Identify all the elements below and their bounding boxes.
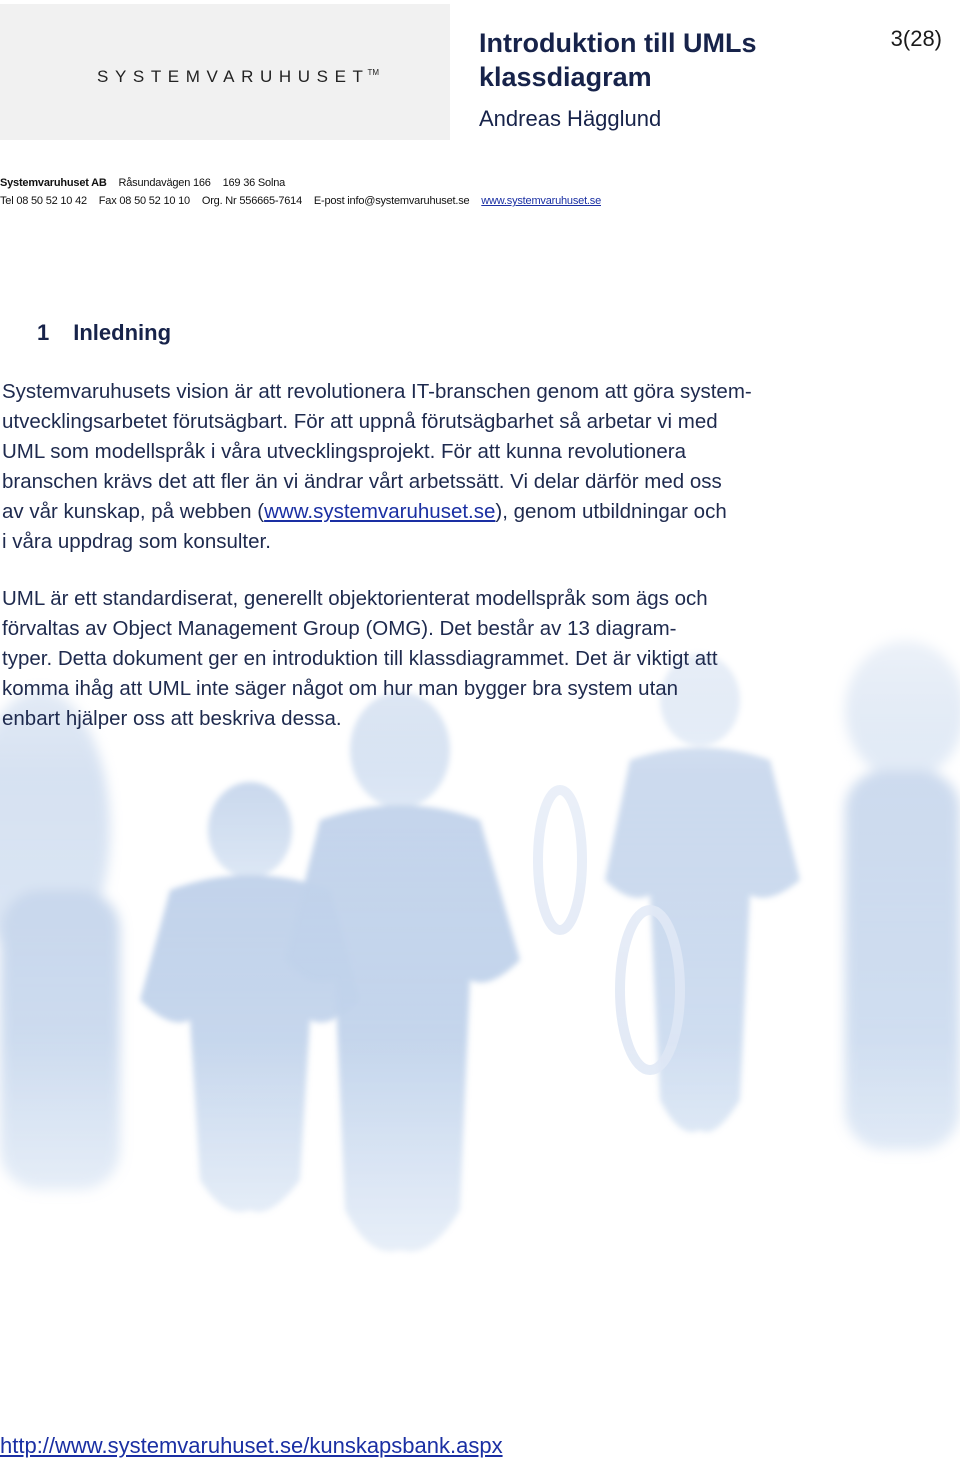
footer-knowledge-bank-link[interactable]: http://www.systemvaruhuset.se/kunskapsbank.aspx — [0, 1433, 503, 1458]
document-author: Andreas Hägglund — [479, 106, 662, 131]
document-title: Introduktion till UMLs klassdiagram — [479, 28, 757, 92]
paragraph-vision — [2, 377, 822, 557]
text-line: Systemvaruhusets vision är att revolutionera IT-branschen genom att göra system- — [2, 380, 752, 403]
paragraph-uml — [2, 584, 822, 734]
text-line: förvaltas av Object Management Group (OMG). Det består av 13 diagram- — [2, 617, 677, 640]
logo-trademark: TM — [367, 68, 380, 78]
company-name: Systemvaruhuset AB — [0, 177, 107, 189]
page-number: 3(28) — [890, 26, 942, 51]
text-fragment: av vår kunskap, på webben ( — [2, 500, 265, 523]
postal-address: 169 36 Solna — [222, 177, 286, 189]
text-line: typer. Detta dokument ger en introduktion till klassdiagrammet. Det är viktigt att — [2, 647, 718, 670]
fax: Fax 08 50 52 10 10 — [98, 195, 190, 207]
logo-text: SYSTEMVARUHUSET — [97, 67, 370, 86]
street-address: Råsundavägen 166 — [118, 177, 211, 189]
text-line — [2, 497, 822, 527]
org-number: Org. Nr 556665-7614 — [201, 195, 302, 207]
text-fragment: ), genom utbildningar och — [495, 500, 727, 523]
text-line: komma ihåg att UML inte säger något om hur man bygger bra system utan — [2, 677, 679, 700]
contact-address-line — [0, 177, 294, 189]
section-number: 1 — [37, 320, 50, 345]
contact-details-line — [0, 195, 601, 207]
text-line: enbart hjälper oss att beskriva dessa. — [2, 707, 342, 730]
logo-wordmark — [97, 67, 379, 87]
section-title: Inledning — [73, 320, 172, 345]
company-logo — [0, 4, 450, 140]
text-line: UML är ett standardiserat, generellt objektorienterat modellspråk som ägs och — [2, 587, 708, 610]
email: E-post info@systemvaruhuset.se — [313, 195, 470, 207]
text-line: i våra uppdrag som konsulter. — [2, 530, 271, 553]
text-line: branschen krävs det att fler än vi ändrar vårt arbetssätt. Vi delar därför med oss — [2, 470, 722, 493]
inline-website-link[interactable]: www.systemvaruhuset.se — [264, 500, 496, 523]
website-link[interactable]: www.systemvaruhuset.se — [481, 195, 601, 207]
text-line: UML som modellspråk i våra utvecklingsprojekt. För att kunna revolutionera — [2, 440, 687, 463]
telephone: Tel 08 50 52 10 42 — [0, 195, 87, 207]
text-line: utvecklingsarbetet förutsägbart. För att uppnå förutsägbarhet så arbetar vi med — [2, 410, 718, 433]
section-heading — [37, 320, 171, 346]
